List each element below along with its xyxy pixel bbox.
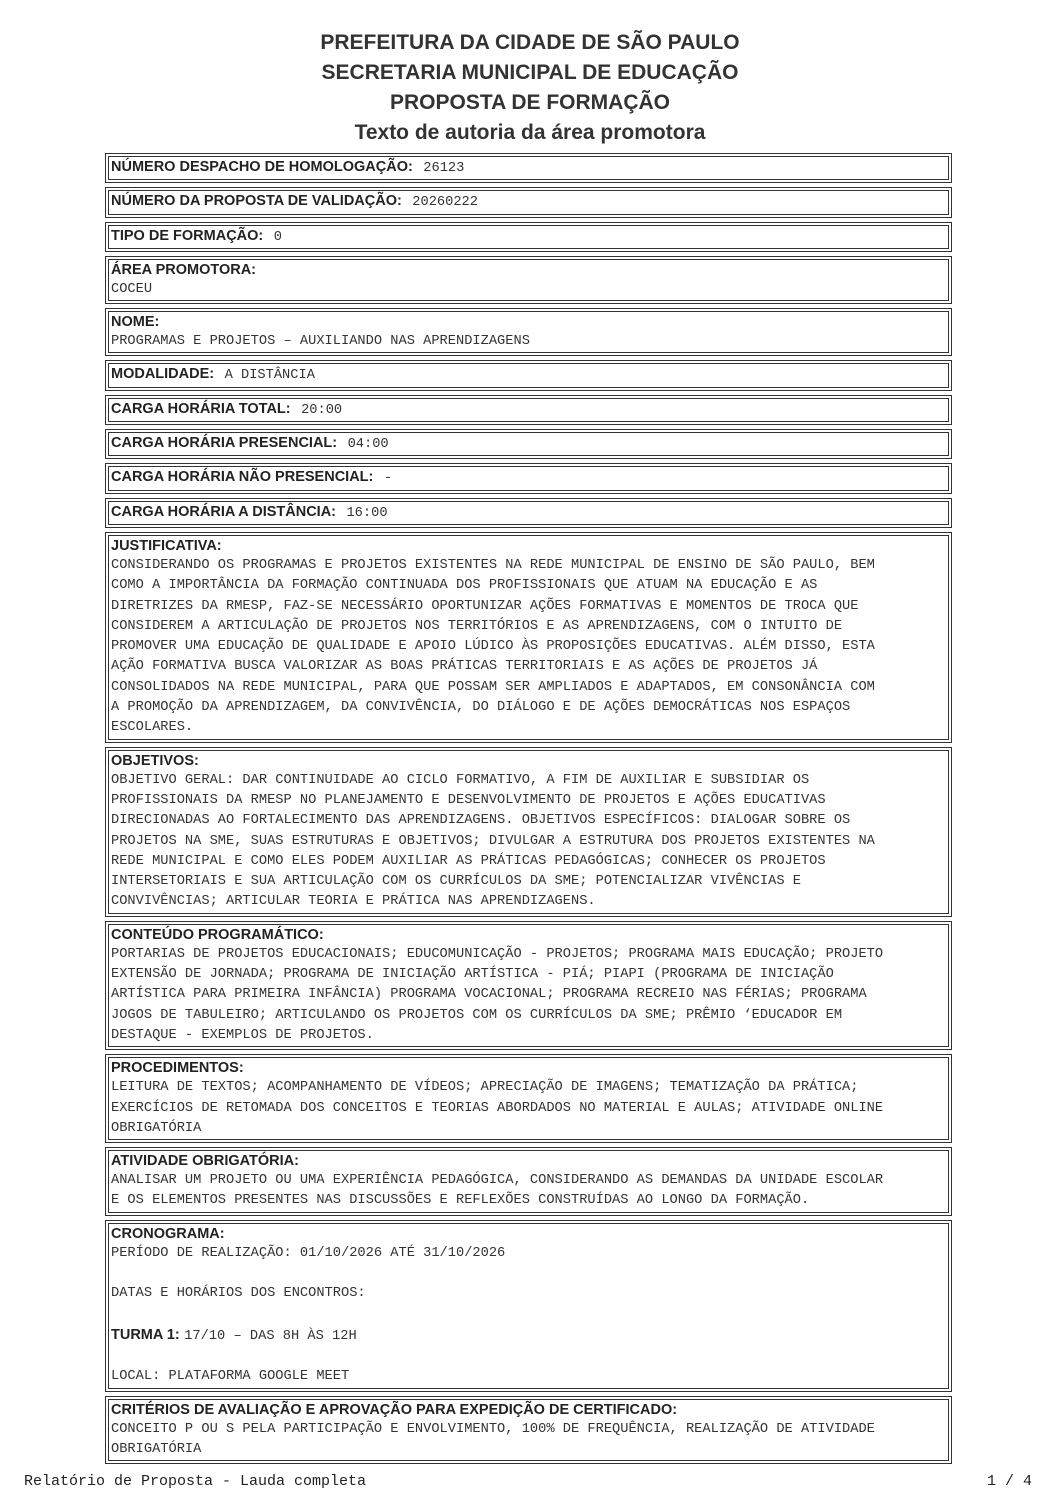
field-label: NÚMERO DESPACHO DE HOMOLOGAÇÃO: [111,159,413,175]
text-line: OBRIGATÓRIA [111,1442,202,1458]
field-label: OBJETIVOS: [111,752,199,769]
text-line: CONSIDERANDO OS PROGRAMAS E PROJETOS EXISTENTES NA REDE MUNICIPAL DE ENSINO DE SÃO PAULO, BEM [111,557,875,573]
text-line: ESCOLARES. [111,720,194,736]
field-value: PROGRAMAS E PROJETOS – AUXILIANDO NAS APRENDIZAGENS [111,334,530,350]
field-value: 20260222 [412,195,478,211]
field-proposta [108,190,949,214]
text-line: OBRIGATÓRIA [111,1120,202,1136]
field-cronograma [108,1223,949,1389]
text-line: CONVIVÊNCIAS; ARTICULAR TEORIA E PRÁTICA NAS APRENDIZAGENS. [111,894,596,910]
field-nome [108,311,949,353]
field-justificativa [108,535,949,740]
field-value: 26123 [423,161,465,176]
spacer [111,1264,946,1284]
field-label: CONTEÚDO PROGRAMÁTICO: [111,926,324,943]
cronograma-periodo: PERÍODO DE REALIZAÇÃO: 01/10/2026 ATÉ 31/10/2026 [111,1245,506,1261]
field-atividade-obrigatoria [108,1150,949,1213]
field-tipo [108,225,949,249]
footer-page-number: 1 / 4 [986,1473,1032,1490]
text-line: PROFISSIONAIS DA RMESP NO PLANEJAMENTO E DESENVOLVIMENTO DE PROJETOS E AÇÕES EDUCATIVAS [111,792,826,808]
cronograma-local: LOCAL: PLATAFORMA GOOGLE MEET [111,1369,350,1385]
field-value: 16:00 [346,505,388,521]
field-label: NOME: [111,314,160,331]
field-label: CARGA HORÁRIA A DISTÂNCIA: [111,503,337,520]
text-line: JOGOS DE TABULEIRO; ARTICULANDO OS PROJETOS COM OS CURRÍCULOS DA SME; PRÊMIO ‘EDUCADOR EM [111,1007,843,1023]
text-line: INTERSETORIAIS E SUA ARTICULAÇÃO COM OS CURRÍCULOS DA SME; POTENCIALIZAR VIVÊNCIAS E [111,874,801,890]
text-line: LEITURA DE TEXTOS; ACOMPANHAMENTO DE VÍDEOS; APRECIAÇÃO DE IMAGENS; TEMATIZAÇÃO DA PRÁTICA; [111,1080,859,1096]
header-secretaria: SECRETARIA MUNICIPAL DE EDUCAÇÃO [321,61,739,84]
text-line: PROJETOS NA SME, SUAS ESTRUTURAS E OBJETIVOS; DIVULGAR A ESTRUTURA DOS PROJETOS EXISTENTES NA [111,833,875,849]
field-label: TIPO DE FORMAÇÃO: [111,227,264,244]
field-label: CRITÉRIOS DE AVALIAÇÃO E APROVAÇÃO PARA EXPEDIÇÃO DE CERTIFICADO: [111,1401,678,1418]
text-line: EXERCÍCIOS DE RETOMADA DOS CONCEITOS E TEORIAS ABORDADOS NO MATERIAL E AULAS; ATIVIDADE ONLINE [111,1100,884,1116]
field-objetivos [108,750,949,914]
text-line: ANALISAR UM PROJETO OU UMA EXPERIÊNCIA PEDAGÓGICA, CONSIDERANDO AS DEMANDAS DA UNIDADE ESCOLAR [111,1173,884,1189]
text-line: A PROMOÇÃO DA APRENDIZAGEM, DA CONVIVÊNCIA, DO DIÁLOGO E DE AÇÕES DEMOCRÁTICAS NOS ESPAÇOS [111,700,851,716]
field-label: JUSTIFICATIVA: [111,537,222,554]
text-line: PROMOVER UMA EDUCAÇÃO DE QUALIDADE E APOIO LÚDICO ÀS PROPOSIÇÕES EDUCATIVAS. ALÉM DISSO, ESTA [111,639,875,655]
field-label: ÁREA PROMOTORA: [111,261,256,278]
text-line: REDE MUNICIPAL E COMO ELES PODEM AUXILIAR AS PRÁTICAS PEDAGÓGICAS; CONHECER OS PROJETOS [111,853,826,869]
text-line: AÇÃO FORMATIVA BUSCA VALORIZAR AS BOAS PRÁTICAS TERRITORIAIS E AS AÇÕES DE PROJETOS JÁ [111,659,818,675]
text-line: CONSOLIDADOS NA REDE MUNICIPAL, PARA QUE POSSAM SER AMPLIADOS E ADAPTADOS, EM CONSONÂNCIA COM [111,679,875,695]
field-procedimentos [108,1057,949,1140]
field-label: ATIVIDADE OBRIGATÓRIA: [111,1153,299,1170]
field-label: NÚMERO DA PROPOSTA DE VALIDAÇÃO: [111,193,402,210]
field-label: CARGA HORÁRIA NÃO PRESENCIAL: [111,469,374,486]
text-line: OBJETIVO GERAL: DAR CONTINUIDADE AO CICLO FORMATIVO, A FIM DE AUXILIAR E SUBSIDIAR OS [111,772,810,788]
cronograma-datas: DATAS E HORÁRIOS DOS ENCONTROS: [111,1286,366,1302]
document-header [0,28,1060,148]
field-value: 04:00 [347,437,389,453]
field-label: MODALIDADE: [111,366,215,383]
text-line: E OS ELEMENTOS PRESENTES NAS DISCUSSÕES E REFLEXÕES CONSTRUÍDAS AO LONGO DA FORMAÇÃO. [111,1193,810,1209]
text-line: EXTENSÃO DE JORNADA; PROGRAMA DE INICIAÇÃO ARTÍSTICA - PIÁ; PIAPI (PROGRAMA DE INICIAÇÃO [111,967,834,983]
field-value: COCEU [111,281,153,297]
spacer [111,1305,946,1325]
cronograma-turma [111,1325,946,1347]
field-area [108,259,949,301]
field-carga-total [108,398,949,422]
field-value: A DISTÂNCIA [224,368,315,384]
page-footer [24,1473,1036,1495]
text-line: CONSIDEREM A ARTICULAÇÃO DE PROJETOS NOS TERRITÓRIOS E AS APRENDIZAGENS, COM O INTUITO DE [111,618,843,634]
text-line: COMO A IMPORTÂNCIA DA FORMAÇÃO CONTINUADA DOS PROFISSIONAIS QUE ATUAM NA EDUCAÇÃO E AS [111,578,818,594]
field-despacho [108,156,949,180]
turma-value: 17/10 – DAS 8H ÀS 12H [184,1328,357,1344]
text-line: CONCEITO P OU S PELA PARTICIPAÇÃO E ENVOLVIMENTO, 100% DE FREQUÊNCIA, REALIZAÇÃO DE ATIVIDADE [111,1421,875,1437]
field-modalidade [108,363,949,387]
spacer [111,1347,946,1367]
field-carga-nao-presencial [108,466,949,490]
field-carga-distancia [108,501,949,525]
field-label: CRONOGRAMA: [111,1225,225,1242]
text-line: DIRETRIZES DA RMESP, FAZ-SE NECESSÁRIO OPORTUNIZAR AÇÕES FORMATIVAS E MOMENTOS DE TROCA QUE [111,598,859,614]
field-criterios [108,1399,949,1462]
turma-label: TURMA 1: [111,1326,180,1343]
header-prefeitura: PREFEITURA DA CIDADE DE SÃO PAULO [320,31,740,54]
text-line: PORTARIAS DE PROJETOS EDUCACIONAIS; EDUCOMUNICAÇÃO - PROJETOS; PROGRAMA MAIS EDUCAÇÃO; PROJETO [111,946,884,962]
header-autoria: Texto de autoria da área promotora [354,121,706,144]
field-value: 0 [273,229,282,245]
header-proposta: PROPOSTA DE FORMAÇÃO [389,91,670,114]
field-value: - [383,471,393,487]
text-line: ARTÍSTICA PARA PRIMEIRA INFÂNCIA) PROGRAMA VOCACIONAL; PROGRAMA RECREIO NAS FÉRIAS; PROGRAMA [111,987,867,1003]
field-carga-presencial [108,432,949,456]
text-line: DESTAQUE - EXEMPLOS DE PROJETOS. [111,1027,374,1043]
field-label: CARGA HORÁRIA PRESENCIAL: [111,435,338,452]
field-value: 20:00 [301,402,343,418]
footer-report-title: Relatório de Proposta - Lauda completa [24,1473,367,1490]
form-content [105,156,952,1471]
field-label: CARGA HORÁRIA TOTAL: [111,400,291,417]
field-label: PROCEDIMENTOS: [111,1060,244,1077]
text-line: DIRECIONADAS AO FORTALECIMENTO DAS APRENDIZAGENS. OBJETIVOS ESPECÍFICOS: DIALOGAR SOBRE OS [111,813,851,829]
field-conteudo-programatico [108,924,949,1047]
